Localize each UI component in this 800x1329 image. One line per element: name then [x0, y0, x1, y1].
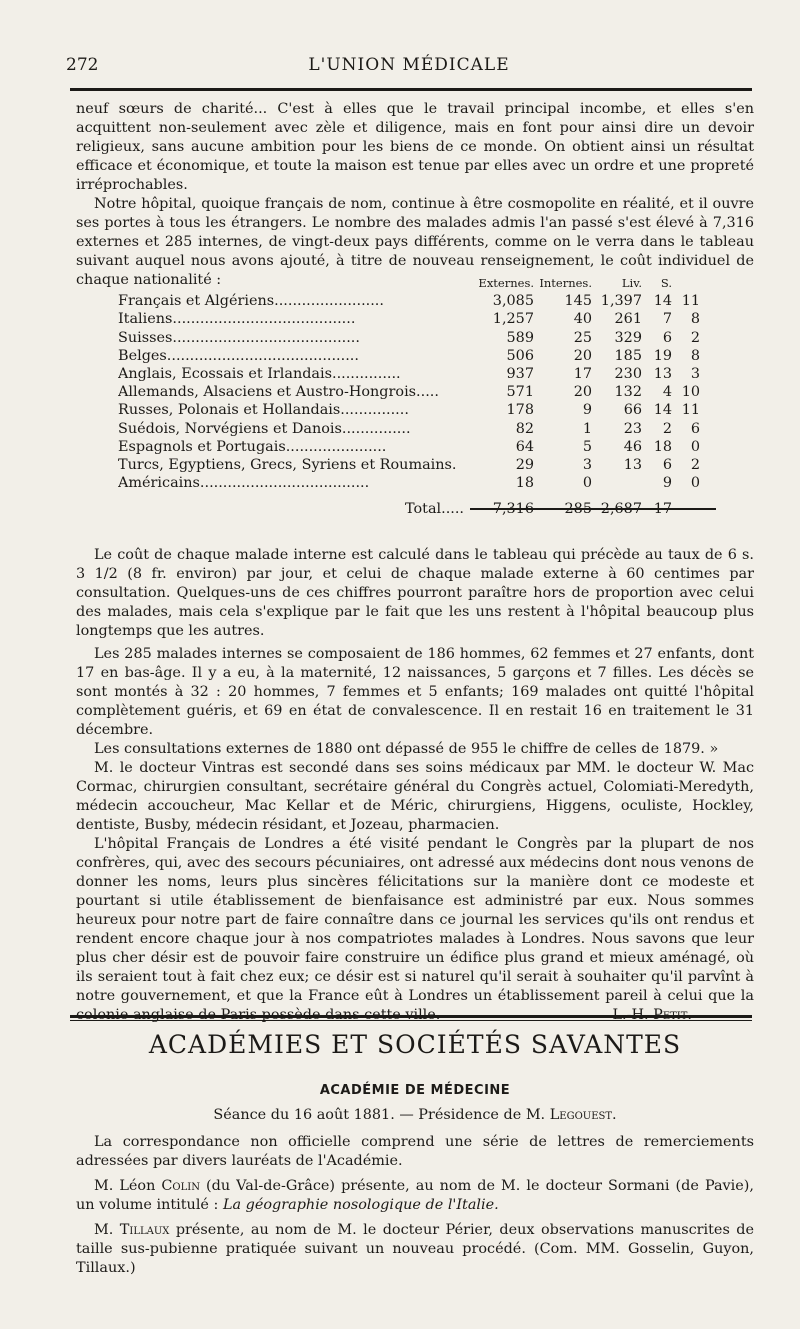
section-rule: [70, 1015, 752, 1018]
running-title: L'UNION MÉDICALE: [308, 55, 510, 75]
table-row: Français et Algériens........................ 3,085 145 1,397 14 11: [118, 293, 700, 310]
table-row: Espagnols et Portugais...................... 64 5 46 18 0: [118, 438, 700, 455]
table-row: Turcs, Egyptiens, Grecs, Syriens et Roumains. 29 3 13 6 2: [118, 457, 700, 474]
paragraph: neuf sœurs de charité... C'est à elles que le travail principal incombe, et elles s'en acquittent non-seulement avec zèle et diligence, mais en font pour ainsi dire un devoir religieux, sans aucune ambition pour les biens de ce monde. On obtient ainsi un résultat efficace et économique, et toute la maison est tenue par elles avec un ordre et une propreté irréprochables.: [76, 101, 754, 193]
table-row: Belges.......................................... 506 20 185 19 8: [118, 347, 700, 364]
paragraph: L'hôpital Français de Londres a été visité pendant le Congrès par la plupart de nos confrères, qui, avec des secours pécuniaires, ont adressé aux médecins dont nous venons de donner les noms, leurs plus sincères félicitations sur la manière dont ce modeste et pourtant si utile établissement de bienfaisance est administré par eux. Nous sommes heureux pour notre part de faire connaître dans ce journal les services qu'ils ont rendus et rendent encore chaque jour à nos compatriotes malades à Londres. Nous savons que leur plus cher désir est de pouvoir faire construire un édifice plus grand et mieux aménagé, où ils seraient tout à fait chez eux; ce désir est si naturel qu'il serait à souhaiter qu'il parvînt à notre gouvernement, et que la France eût à Londres un établissement pareil à celui que la: [76, 836, 754, 1004]
section-subtitle: ACADÉMIE DE MÉDECINE: [319, 1083, 511, 1098]
section-rule-thin: [70, 1020, 752, 1021]
header-rule: [70, 88, 752, 91]
paragraph: Les 285 malades internes se composaient de 186 hommes, 62 femmes et 27 enfants, dont 17 en bas-âge. Il y a eu, à la maternité, 12 naissances, 5 garçons et 7 filles. Les décès se sont montés à 32 : 20 hommes, 7 femmes et 5 enfants; 169 malades ont quitté l'hôpital complètement guéris, et 69 en état de convalescence. Il en restait 16 en traitement le 31 décembre.: [76, 646, 754, 738]
table-row: Suédois, Norvégiens et Danois............... 82 1 23 2 6: [118, 420, 700, 437]
nationality-table: [118, 274, 700, 519]
table-row: Allemands, Alsaciens et Austro-Hongrois..... 571 20 132 4 10: [118, 384, 700, 401]
session-line: Séance du 16 août 1881. — Présidence de M. Legouest.: [213, 1107, 617, 1123]
table-row: Italiens........................................ 1,257 40 261 7 8: [118, 311, 700, 328]
table-row: Suisses......................................... 589 25 329 6 2: [118, 329, 700, 346]
table-row: Anglais, Ecossais et Irlandais............... 937 17 230 13 3: [118, 366, 700, 383]
page-header: [66, 55, 752, 87]
paragraph: Notre hôpital, quoique français de nom, continue à être cosmopolite en réalité, et il ouvre ses portes à tous les étrangers. Le nombre des malades admis l'an passé s'est élevé à 7,316 externes et 285 internes, de vingt-deux pays différents, comme on le verra dans le tableau suivant auquel nous avons ajouté, à titre de nouveau renseignement, le coût individuel de chaque nationalité :: [76, 196, 754, 288]
paragraph: M. le docteur Vintras est secondé dans ses soins médicaux par MM. le docteur W. Mac Cormac, chirurgien consultant, secrétaire général du Congrès actuel, Colomiati-Meredyth, médecin accoucheur, Mac Kellar et de Méric, chirurgiens, Higgens, oculiste, Hockley, dentiste, Busby, médecin résidant, et Jozeau, pharmacien.: [76, 760, 754, 833]
paragraph: M. Léon Colin (du Val-de-Grâce) présente, au nom de M. le docteur Sormani (de Pavie), un volume intitulé : La géographie nosologique de l'Italie.: [76, 1178, 754, 1213]
table-total-row: Total.....: [405, 501, 464, 518]
paragraph: La correspondance non officielle comprend une série de lettres de remerciements adressées par divers lauréats de l'Académie.: [76, 1134, 754, 1169]
table-row: Russes, Polonais et Hollandais............... 178 9 66 14 11: [118, 402, 700, 419]
col-header-externes: Externes.: [478, 276, 534, 290]
section-title: ACADÉMIES ET SOCIÉTÉS SAVANTES: [148, 1030, 682, 1059]
page-number: 272: [66, 55, 99, 75]
paragraph: Les consultations externes de 1880 ont dépassé de 955 le chiffre de celles de 1879. »: [94, 741, 719, 757]
table-row: Américains..................................... 18 0 9 0: [118, 475, 700, 492]
body-bottom: [76, 1081, 754, 1278]
col-header-liv: Liv.: [621, 276, 642, 290]
col-header-s: S.: [660, 276, 672, 290]
total-rule: [470, 508, 716, 510]
table-header-row: [118, 274, 700, 292]
col-header-internes: Internes.: [539, 276, 592, 290]
paragraph: M. Tillaux présente, au nom de M. le docteur Périer, deux observations manuscrites de taille sus-pubienne pratiquée suivant un nouveau procédé. (Com. MM. Gosselin, Guyon, Tillaux.): [76, 1222, 754, 1276]
body-top: [76, 100, 754, 290]
body-mid: [76, 546, 754, 1025]
paragraph: Le coût de chaque malade interne est calculé dans le tableau qui précède au taux de 6 s. 3 1/2 (8 fr. environ) par jour, et celui de chaque malade externe à 60 centimes par consultation. Quelques-uns de ces chiffres pourront paraître hors de proportion avec celui des malades, mais cela s'explique par le fait que les uns restent à l'hôpital beaucoup plus longtemps que les autres.: [76, 547, 754, 639]
